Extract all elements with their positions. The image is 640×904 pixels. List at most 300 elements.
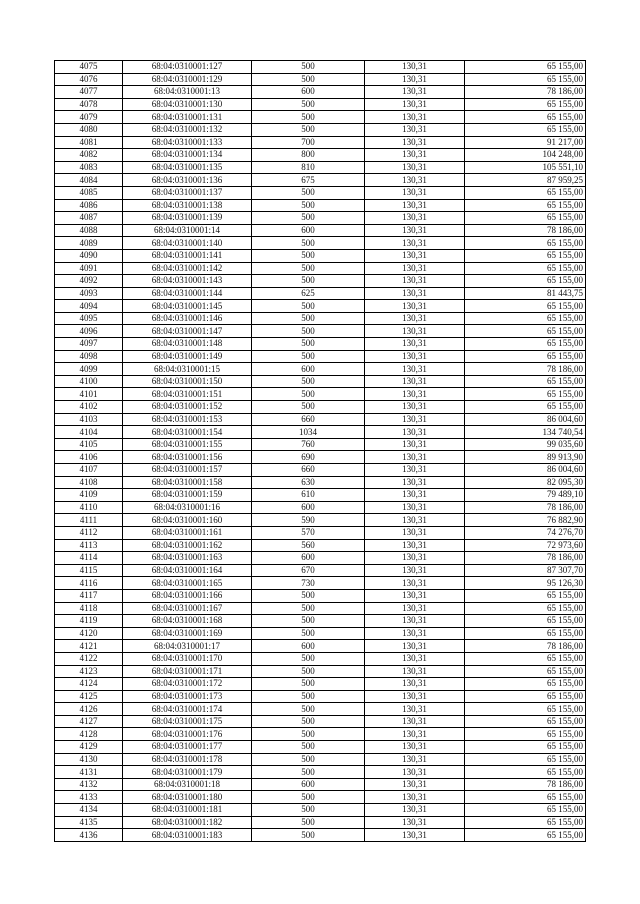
unit-price-cell: 130,31 [365,375,465,388]
area-cell: 590 [252,514,365,527]
area-cell: 500 [252,300,365,313]
unit-price-cell: 130,31 [365,778,465,791]
cadastral-value-cell: 65 155,00 [465,237,586,250]
row-number-cell: 4133 [55,791,123,804]
unit-price-cell: 130,31 [365,753,465,766]
row-number-cell: 4115 [55,564,123,577]
cadastral-number-cell: 68:04:0310001:127 [123,61,252,74]
unit-price-cell: 130,31 [365,640,465,653]
unit-price-cell: 130,31 [365,161,465,174]
cadastral-value-cell: 65 155,00 [465,262,586,275]
unit-price-cell: 130,31 [365,262,465,275]
unit-price-cell: 130,31 [365,451,465,464]
area-cell: 500 [252,61,365,74]
area-cell: 600 [252,552,365,565]
table-body [55,61,586,842]
cadastral-value-cell: 87 307,70 [465,564,586,577]
area-cell: 730 [252,577,365,590]
area-cell: 700 [252,136,365,149]
table-row [55,451,586,464]
area-cell: 500 [252,388,365,401]
area-cell: 600 [252,224,365,237]
table-row [55,589,586,602]
table-row [55,552,586,565]
area-cell: 500 [252,249,365,262]
cadastral-value-cell: 105 551,10 [465,161,586,174]
unit-price-cell: 130,31 [365,652,465,665]
table-row [55,501,586,514]
unit-price-cell: 130,31 [365,564,465,577]
row-number-cell: 4092 [55,275,123,288]
area-cell: 600 [252,501,365,514]
unit-price-cell: 130,31 [365,287,465,300]
cadastral-number-cell: 68:04:0310001:150 [123,375,252,388]
table-row [55,426,586,439]
cadastral-number-cell: 68:04:0310001:139 [123,212,252,225]
row-number-cell: 4087 [55,212,123,225]
cadastral-number-cell: 68:04:0310001:171 [123,665,252,678]
area-cell: 610 [252,489,365,502]
table-row [55,224,586,237]
row-number-cell: 4118 [55,602,123,615]
area-cell: 800 [252,149,365,162]
unit-price-cell: 130,31 [365,665,465,678]
area-cell: 500 [252,615,365,628]
table-row [55,615,586,628]
area-cell: 630 [252,476,365,489]
unit-price-cell: 130,31 [365,338,465,351]
cadastral-number-cell: 68:04:0310001:164 [123,564,252,577]
cadastral-number-cell: 68:04:0310001:17 [123,640,252,653]
table-row [55,476,586,489]
unit-price-cell: 130,31 [365,741,465,754]
area-cell: 670 [252,564,365,577]
cadastral-number-cell: 68:04:0310001:159 [123,489,252,502]
row-number-cell: 4081 [55,136,123,149]
row-number-cell: 4083 [55,161,123,174]
area-cell: 500 [252,123,365,136]
cadastral-number-cell: 68:04:0310001:142 [123,262,252,275]
table-row [55,539,586,552]
unit-price-cell: 130,31 [365,300,465,313]
row-number-cell: 4125 [55,690,123,703]
cadastral-value-cell: 78 186,00 [465,501,586,514]
cadastral-number-cell: 68:04:0310001:130 [123,98,252,111]
area-cell: 500 [252,312,365,325]
cadastral-number-cell: 68:04:0310001:177 [123,741,252,754]
cadastral-number-cell: 68:04:0310001:135 [123,161,252,174]
cadastral-number-cell: 68:04:0310001:131 [123,111,252,124]
unit-price-cell: 130,31 [365,111,465,124]
row-number-cell: 4117 [55,589,123,602]
table-row [55,438,586,451]
row-number-cell: 4109 [55,489,123,502]
cadastral-value-cell: 65 155,00 [465,199,586,212]
cadastral-value-table [54,60,586,842]
unit-price-cell: 130,31 [365,678,465,691]
row-number-cell: 4132 [55,778,123,791]
cadastral-value-cell: 65 155,00 [465,61,586,74]
row-number-cell: 4089 [55,237,123,250]
cadastral-value-cell: 65 155,00 [465,275,586,288]
unit-price-cell: 130,31 [365,476,465,489]
unit-price-cell: 130,31 [365,615,465,628]
table-row [55,363,586,376]
row-number-cell: 4113 [55,539,123,552]
area-cell: 500 [252,325,365,338]
unit-price-cell: 130,31 [365,766,465,779]
cadastral-number-cell: 68:04:0310001:140 [123,237,252,250]
area-cell: 500 [252,791,365,804]
row-number-cell: 4116 [55,577,123,590]
row-number-cell: 4135 [55,816,123,829]
table-row [55,526,586,539]
cadastral-value-cell: 65 155,00 [465,829,586,842]
row-number-cell: 4095 [55,312,123,325]
cadastral-value-cell: 65 155,00 [465,111,586,124]
table-row [55,375,586,388]
cadastral-value-cell: 78 186,00 [465,778,586,791]
cadastral-number-cell: 68:04:0310001:149 [123,350,252,363]
cadastral-value-cell: 78 186,00 [465,224,586,237]
area-cell: 500 [252,753,365,766]
cadastral-number-cell: 68:04:0310001:144 [123,287,252,300]
cadastral-value-cell: 65 155,00 [465,715,586,728]
cadastral-number-cell: 68:04:0310001:155 [123,438,252,451]
unit-price-cell: 130,31 [365,86,465,99]
cadastral-number-cell: 68:04:0310001:175 [123,715,252,728]
table-row [55,338,586,351]
unit-price-cell: 130,31 [365,552,465,565]
row-number-cell: 4123 [55,665,123,678]
cadastral-value-cell: 65 155,00 [465,325,586,338]
cadastral-number-cell: 68:04:0310001:156 [123,451,252,464]
cadastral-number-cell: 68:04:0310001:153 [123,413,252,426]
table-row [55,212,586,225]
cadastral-value-cell: 65 155,00 [465,338,586,351]
area-cell: 500 [252,741,365,754]
cadastral-value-cell: 65 155,00 [465,652,586,665]
cadastral-number-cell: 68:04:0310001:129 [123,73,252,86]
row-number-cell: 4090 [55,249,123,262]
row-number-cell: 4110 [55,501,123,514]
unit-price-cell: 130,31 [365,224,465,237]
table-row [55,413,586,426]
table-row [55,804,586,817]
unit-price-cell: 130,31 [365,98,465,111]
cadastral-number-cell: 68:04:0310001:146 [123,312,252,325]
unit-price-cell: 130,31 [365,791,465,804]
area-cell: 500 [252,804,365,817]
row-number-cell: 4099 [55,363,123,376]
table-row [55,136,586,149]
cadastral-number-cell: 68:04:0310001:15 [123,363,252,376]
unit-price-cell: 130,31 [365,514,465,527]
row-number-cell: 4129 [55,741,123,754]
area-cell: 625 [252,287,365,300]
table-row [55,149,586,162]
cadastral-number-cell: 68:04:0310001:143 [123,275,252,288]
row-number-cell: 4130 [55,753,123,766]
area-cell: 1034 [252,426,365,439]
unit-price-cell: 130,31 [365,249,465,262]
cadastral-number-cell: 68:04:0310001:148 [123,338,252,351]
row-number-cell: 4136 [55,829,123,842]
unit-price-cell: 130,31 [365,602,465,615]
table-row [55,753,586,766]
row-number-cell: 4075 [55,61,123,74]
unit-price-cell: 130,31 [365,589,465,602]
cadastral-value-cell: 91 217,00 [465,136,586,149]
row-number-cell: 4124 [55,678,123,691]
cadastral-number-cell: 68:04:0310001:173 [123,690,252,703]
table-row [55,652,586,665]
table-row [55,703,586,716]
cadastral-value-cell: 79 489,10 [465,489,586,502]
cadastral-number-cell: 68:04:0310001:169 [123,627,252,640]
cadastral-value-cell: 65 155,00 [465,690,586,703]
table-row [55,640,586,653]
cadastral-number-cell: 68:04:0310001:183 [123,829,252,842]
cadastral-value-cell: 65 155,00 [465,753,586,766]
row-number-cell: 4096 [55,325,123,338]
cadastral-value-cell: 74 276,70 [465,526,586,539]
area-cell: 810 [252,161,365,174]
table-row [55,161,586,174]
cadastral-value-cell: 78 186,00 [465,86,586,99]
area-cell: 500 [252,728,365,741]
cadastral-number-cell: 68:04:0310001:174 [123,703,252,716]
unit-price-cell: 130,31 [365,174,465,187]
unit-price-cell: 130,31 [365,350,465,363]
row-number-cell: 4128 [55,728,123,741]
area-cell: 500 [252,237,365,250]
area-cell: 500 [252,199,365,212]
cadastral-number-cell: 68:04:0310001:179 [123,766,252,779]
cadastral-value-cell: 78 186,00 [465,640,586,653]
cadastral-value-cell: 65 155,00 [465,678,586,691]
area-cell: 690 [252,451,365,464]
table-row [55,111,586,124]
row-number-cell: 4080 [55,123,123,136]
unit-price-cell: 130,31 [365,426,465,439]
table-row [55,199,586,212]
cadastral-number-cell: 68:04:0310001:158 [123,476,252,489]
table-row [55,73,586,86]
unit-price-cell: 130,31 [365,388,465,401]
cadastral-number-cell: 68:04:0310001:180 [123,791,252,804]
table-row [55,325,586,338]
unit-price-cell: 130,31 [365,123,465,136]
cadastral-value-cell: 65 155,00 [465,703,586,716]
unit-price-cell: 130,31 [365,627,465,640]
unit-price-cell: 130,31 [365,413,465,426]
cadastral-value-cell: 65 155,00 [465,123,586,136]
cadastral-number-cell: 68:04:0310001:181 [123,804,252,817]
cadastral-number-cell: 68:04:0310001:178 [123,753,252,766]
cadastral-number-cell: 68:04:0310001:137 [123,186,252,199]
unit-price-cell: 130,31 [365,212,465,225]
row-number-cell: 4106 [55,451,123,464]
area-cell: 500 [252,212,365,225]
cadastral-value-cell: 65 155,00 [465,589,586,602]
area-cell: 675 [252,174,365,187]
row-number-cell: 4079 [55,111,123,124]
table-row [55,489,586,502]
cadastral-value-cell: 104 248,00 [465,149,586,162]
unit-price-cell: 130,31 [365,363,465,376]
cadastral-number-cell: 68:04:0310001:161 [123,526,252,539]
cadastral-value-cell: 72 973,60 [465,539,586,552]
table-row [55,514,586,527]
table-row [55,275,586,288]
unit-price-cell: 130,31 [365,464,465,477]
row-number-cell: 4102 [55,401,123,414]
area-cell: 660 [252,413,365,426]
row-number-cell: 4077 [55,86,123,99]
cadastral-value-cell: 65 155,00 [465,665,586,678]
table-row [55,791,586,804]
table-row [55,300,586,313]
cadastral-value-cell: 65 155,00 [465,312,586,325]
cadastral-number-cell: 68:04:0310001:176 [123,728,252,741]
cadastral-value-cell: 65 155,00 [465,602,586,615]
table-row [55,665,586,678]
cadastral-number-cell: 68:04:0310001:165 [123,577,252,590]
table-row [55,778,586,791]
cadastral-number-cell: 68:04:0310001:136 [123,174,252,187]
cadastral-value-cell: 134 740,54 [465,426,586,439]
row-number-cell: 4093 [55,287,123,300]
unit-price-cell: 130,31 [365,715,465,728]
cadastral-value-cell: 65 155,00 [465,212,586,225]
row-number-cell: 4086 [55,199,123,212]
cadastral-value-cell: 86 004,60 [465,413,586,426]
row-number-cell: 4098 [55,350,123,363]
row-number-cell: 4111 [55,514,123,527]
cadastral-value-cell: 65 155,00 [465,73,586,86]
table-row [55,829,586,842]
table-row [55,690,586,703]
row-number-cell: 4084 [55,174,123,187]
area-cell: 760 [252,438,365,451]
cadastral-number-cell: 68:04:0310001:147 [123,325,252,338]
cadastral-value-cell: 65 155,00 [465,388,586,401]
area-cell: 500 [252,652,365,665]
row-number-cell: 4131 [55,766,123,779]
area-cell: 600 [252,778,365,791]
area-cell: 500 [252,715,365,728]
area-cell: 600 [252,640,365,653]
cadastral-value-cell: 65 155,00 [465,300,586,313]
row-number-cell: 4082 [55,149,123,162]
area-cell: 500 [252,375,365,388]
cadastral-number-cell: 68:04:0310001:170 [123,652,252,665]
unit-price-cell: 130,31 [365,401,465,414]
area-cell: 600 [252,86,365,99]
unit-price-cell: 130,31 [365,199,465,212]
area-cell: 500 [252,678,365,691]
unit-price-cell: 130,31 [365,489,465,502]
cadastral-number-cell: 68:04:0310001:138 [123,199,252,212]
unit-price-cell: 130,31 [365,438,465,451]
area-cell: 500 [252,186,365,199]
cadastral-value-cell: 65 155,00 [465,791,586,804]
row-number-cell: 4122 [55,652,123,665]
table-row [55,728,586,741]
table-row [55,464,586,477]
unit-price-cell: 130,31 [365,73,465,86]
unit-price-cell: 130,31 [365,728,465,741]
unit-price-cell: 130,31 [365,186,465,199]
cadastral-number-cell: 68:04:0310001:14 [123,224,252,237]
table-row [55,741,586,754]
cadastral-value-cell: 65 155,00 [465,766,586,779]
area-cell: 500 [252,262,365,275]
area-cell: 500 [252,589,365,602]
cadastral-number-cell: 68:04:0310001:168 [123,615,252,628]
cadastral-number-cell: 68:04:0310001:166 [123,589,252,602]
cadastral-number-cell: 68:04:0310001:132 [123,123,252,136]
table-row [55,61,586,74]
unit-price-cell: 130,31 [365,501,465,514]
cadastral-value-cell: 89 913,90 [465,451,586,464]
table-row [55,123,586,136]
area-cell: 500 [252,338,365,351]
area-cell: 500 [252,665,365,678]
unit-price-cell: 130,31 [365,526,465,539]
table-row [55,627,586,640]
table-row [55,766,586,779]
cadastral-value-cell: 86 004,60 [465,464,586,477]
cadastral-value-cell: 65 155,00 [465,186,586,199]
area-cell: 500 [252,401,365,414]
area-cell: 500 [252,703,365,716]
cadastral-value-cell: 65 155,00 [465,249,586,262]
table-row [55,237,586,250]
area-cell: 500 [252,73,365,86]
row-number-cell: 4104 [55,426,123,439]
row-number-cell: 4088 [55,224,123,237]
table-row [55,564,586,577]
area-cell: 500 [252,690,365,703]
unit-price-cell: 130,31 [365,829,465,842]
cadastral-number-cell: 68:04:0310001:145 [123,300,252,313]
area-cell: 500 [252,275,365,288]
row-number-cell: 4114 [55,552,123,565]
cadastral-value-cell: 76 882,90 [465,514,586,527]
cadastral-number-cell: 68:04:0310001:13 [123,86,252,99]
unit-price-cell: 130,31 [365,312,465,325]
cadastral-value-cell: 65 155,00 [465,816,586,829]
table-row [55,249,586,262]
cadastral-value-cell: 99 035,60 [465,438,586,451]
row-number-cell: 4094 [55,300,123,313]
unit-price-cell: 130,31 [365,136,465,149]
cadastral-number-cell: 68:04:0310001:133 [123,136,252,149]
cadastral-value-cell: 95 126,30 [465,577,586,590]
cadastral-number-cell: 68:04:0310001:167 [123,602,252,615]
unit-price-cell: 130,31 [365,61,465,74]
row-number-cell: 4107 [55,464,123,477]
unit-price-cell: 130,31 [365,325,465,338]
area-cell: 600 [252,363,365,376]
table-row [55,602,586,615]
table-row [55,401,586,414]
cadastral-value-cell: 65 155,00 [465,350,586,363]
table-row [55,98,586,111]
table-row [55,186,586,199]
